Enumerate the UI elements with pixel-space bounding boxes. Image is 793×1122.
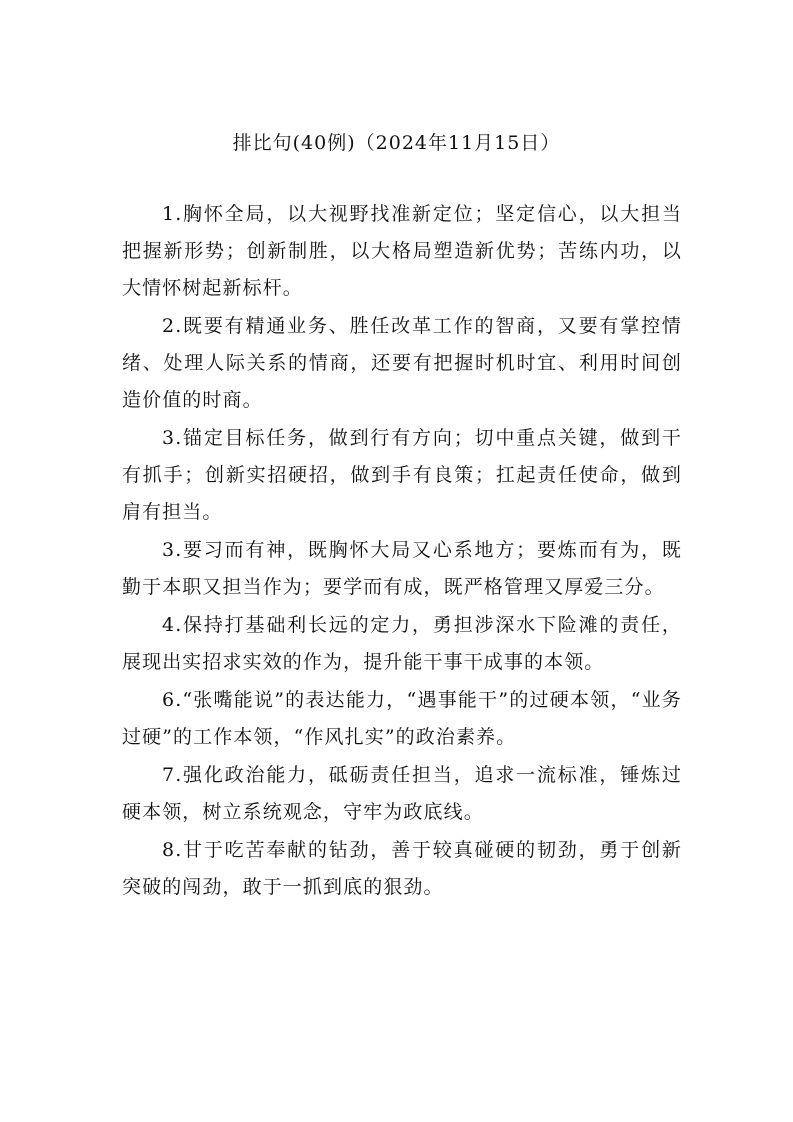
paragraph-6: 6.“张嘴能说”的表达能力，“遇事能干”的过硬本领，“业务过硬”的工作本领，“作风扎实”的政治素养。 [122,689,682,748]
paragraph-2: 2.既要有精通业务、胜任改革工作的智商，又要有掌控情绪、处理人际关系的情商，还要有把握时机时宜、利用时间创造价值的时商。 [122,315,682,411]
paragraph-8: 8.甘于吃苦奉献的钻劲，善于较真碰硬的韧劲，勇于创新突破的闯劲，敢于一抓到底的狠劲。 [122,839,682,898]
document-title: 排比句(40例)（2024年11月15日） [232,132,561,154]
document-body [122,196,682,907]
paragraph-5: 4.保持打基础利长远的定力，勇担涉深水下险滩的责任，展现出实招求实效的作为，提升能干事干成事的本领。 [122,614,682,673]
paragraph-3: 3.锚定目标任务，做到行有方向；切中重点关键，做到干有抓手；创新实招硬招，做到手有良策；扛起责任使命，做到肩有担当。 [122,427,682,523]
paragraph-7: 7.强化政治能力，砥砺责任担当，追求一流标准，锤炼过硬本领，树立系统观念，守牢为政底线。 [122,764,682,823]
paragraph-1: 1.胸怀全局，以大视野找准新定位；坚定信心，以大担当把握新形势；创新制胜，以大格局塑造新优势；苦练内功，以大情怀树起新标杆。 [122,203,682,299]
paragraph-4: 3.要习而有神，既胸怀大局又心系地方；要炼而有为，既勤于本职又担当作为；要学而有成，既严格管理又厚爱三分。 [122,539,682,598]
